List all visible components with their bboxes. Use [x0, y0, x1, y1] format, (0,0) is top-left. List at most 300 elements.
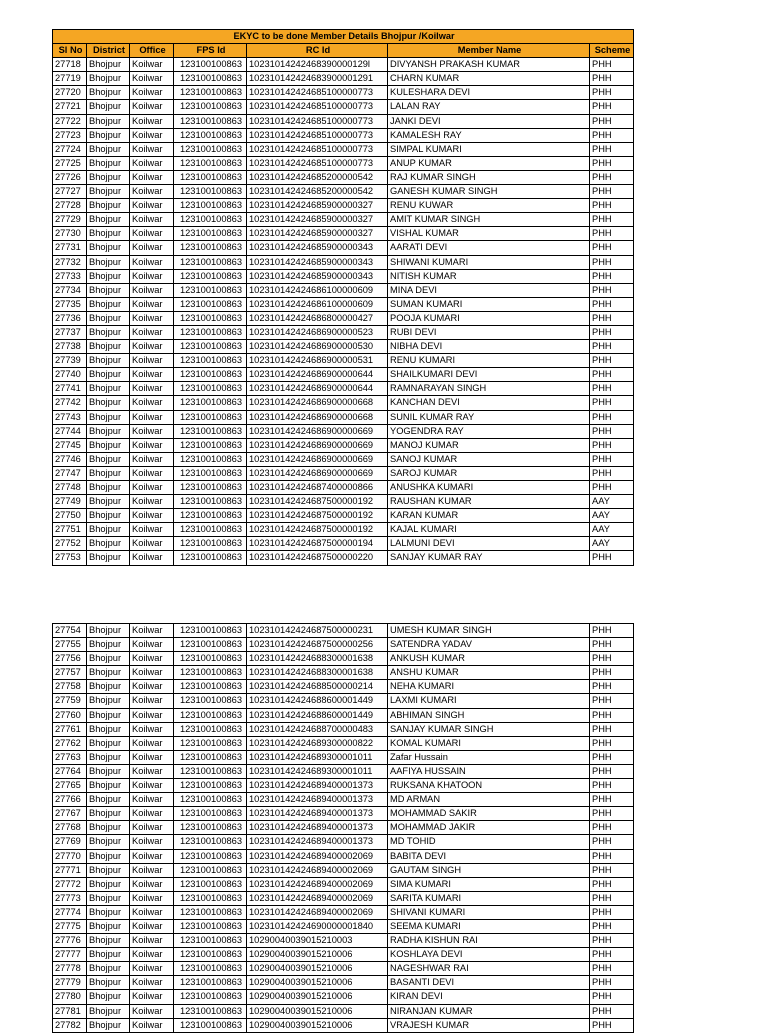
- cell-member-name: POOJA KUMARI: [388, 311, 590, 325]
- cell-scheme: PHH: [590, 241, 634, 255]
- cell-scheme: PHH: [590, 424, 634, 438]
- cell-district: Bhojpur: [87, 481, 130, 495]
- cell-scheme: PHH: [590, 934, 634, 948]
- cell-district: Bhojpur: [87, 452, 130, 466]
- cell-office: Koilwar: [130, 764, 174, 778]
- table-title-row: [53, 30, 634, 44]
- cell-sl-no: 27748: [53, 481, 87, 495]
- cell-member-name: ANKUSH KUMAR: [388, 652, 590, 666]
- table-row: [53, 948, 634, 962]
- table-row: [53, 452, 634, 466]
- cell-office: Koilwar: [130, 537, 174, 551]
- cell-member-name: NEHA KUMARI: [388, 680, 590, 694]
- table-row: [53, 934, 634, 948]
- table-row: [53, 509, 634, 523]
- cell-scheme: PHH: [590, 438, 634, 452]
- header-office: Office: [130, 44, 174, 58]
- cell-rc-id: 102310142424685100000773: [247, 100, 388, 114]
- cell-district: Bhojpur: [87, 382, 130, 396]
- cell-sl-no: 27737: [53, 325, 87, 339]
- table-row: [53, 58, 634, 72]
- header-fps-id: FPS Id: [174, 44, 247, 58]
- cell-scheme: PHH: [590, 255, 634, 269]
- cell-sl-no: 27750: [53, 509, 87, 523]
- cell-office: Koilwar: [130, 722, 174, 736]
- cell-district: Bhojpur: [87, 624, 130, 638]
- cell-member-name: SHAILKUMARI DEVI: [388, 368, 590, 382]
- cell-rc-id: 102310142424686900000669: [247, 466, 388, 480]
- cell-member-name: MANOJ KUMAR: [388, 438, 590, 452]
- table-row: [53, 410, 634, 424]
- cell-rc-id: 102310142424689400002069: [247, 891, 388, 905]
- cell-rc-id: 102310142424686100000609: [247, 297, 388, 311]
- cell-office: Koilwar: [130, 736, 174, 750]
- ekyc-table-part-2: [52, 623, 634, 1033]
- cell-fps-id: 123100100863: [174, 1018, 247, 1032]
- cell-office: Koilwar: [130, 255, 174, 269]
- cell-rc-id: 102310142424686900000531: [247, 354, 388, 368]
- cell-office: Koilwar: [130, 919, 174, 933]
- table-row: [53, 255, 634, 269]
- cell-office: Koilwar: [130, 523, 174, 537]
- cell-rc-id: 102310142424687500000194: [247, 537, 388, 551]
- cell-sl-no: 27752: [53, 537, 87, 551]
- cell-rc-id: 10231014242468390000129l: [247, 58, 388, 72]
- cell-sl-no: 27761: [53, 722, 87, 736]
- cell-member-name: MD TOHID: [388, 835, 590, 849]
- cell-member-name: MINA DEVI: [388, 283, 590, 297]
- cell-rc-id: 102310142424685900000343: [247, 269, 388, 283]
- cell-sl-no: 27743: [53, 410, 87, 424]
- cell-member-name: KULESHARA DEVI: [388, 86, 590, 100]
- cell-fps-id: 123100100863: [174, 396, 247, 410]
- table-row: [53, 919, 634, 933]
- cell-sl-no: 27766: [53, 793, 87, 807]
- cell-office: Koilwar: [130, 227, 174, 241]
- cell-sl-no: 27727: [53, 185, 87, 199]
- cell-district: Bhojpur: [87, 58, 130, 72]
- cell-scheme: PHH: [590, 962, 634, 976]
- table-row: [53, 666, 634, 680]
- cell-fps-id: 123100100863: [174, 722, 247, 736]
- cell-scheme: PHH: [590, 170, 634, 184]
- table-row: [53, 891, 634, 905]
- cell-district: Bhojpur: [87, 708, 130, 722]
- cell-fps-id: 123100100863: [174, 976, 247, 990]
- cell-rc-id: 102310142424686900000644: [247, 382, 388, 396]
- table-row: [53, 424, 634, 438]
- cell-district: Bhojpur: [87, 835, 130, 849]
- cell-rc-id: 102310142424687500000231: [247, 624, 388, 638]
- cell-office: Koilwar: [130, 793, 174, 807]
- cell-district: Bhojpur: [87, 680, 130, 694]
- cell-rc-id: 102310142424689400002069: [247, 905, 388, 919]
- cell-sl-no: 27732: [53, 255, 87, 269]
- table-row: [53, 624, 634, 638]
- cell-scheme: PHH: [590, 382, 634, 396]
- cell-scheme: PHH: [590, 877, 634, 891]
- cell-member-name: NIBHA DEVI: [388, 340, 590, 354]
- cell-member-name: SATENDRA YADAV: [388, 638, 590, 652]
- cell-sl-no: 27771: [53, 863, 87, 877]
- cell-sl-no: 27747: [53, 466, 87, 480]
- cell-sl-no: 27742: [53, 396, 87, 410]
- cell-fps-id: 123100100863: [174, 849, 247, 863]
- table-row: [53, 523, 634, 537]
- cell-member-name: RAJ KUMAR SINGH: [388, 170, 590, 184]
- cell-scheme: PHH: [590, 736, 634, 750]
- cell-fps-id: 123100100863: [174, 241, 247, 255]
- cell-office: Koilwar: [130, 142, 174, 156]
- cell-rc-id: 102310142424685900000327: [247, 213, 388, 227]
- cell-fps-id: 123100100863: [174, 368, 247, 382]
- cell-member-name: AMIT KUMAR SINGH: [388, 213, 590, 227]
- cell-sl-no: 27767: [53, 807, 87, 821]
- cell-member-name: RENU KUWAR: [388, 199, 590, 213]
- cell-fps-id: 123100100863: [174, 934, 247, 948]
- cell-scheme: PHH: [590, 638, 634, 652]
- table-row: [53, 72, 634, 86]
- cell-office: Koilwar: [130, 354, 174, 368]
- cell-scheme: PHH: [590, 835, 634, 849]
- cell-member-name: SHIVANI KUMARI: [388, 905, 590, 919]
- table-row: [53, 1004, 634, 1018]
- cell-district: Bhojpur: [87, 877, 130, 891]
- cell-rc-id: 102310142424689400002069: [247, 877, 388, 891]
- cell-fps-id: 123100100863: [174, 170, 247, 184]
- cell-scheme: PHH: [590, 156, 634, 170]
- cell-fps-id: 123100100863: [174, 255, 247, 269]
- cell-rc-id: 102310142424688600001449: [247, 694, 388, 708]
- cell-fps-id: 123100100863: [174, 297, 247, 311]
- cell-sl-no: 27769: [53, 835, 87, 849]
- cell-office: Koilwar: [130, 666, 174, 680]
- cell-rc-id: 102310142424689400001373: [247, 835, 388, 849]
- cell-district: Bhojpur: [87, 438, 130, 452]
- cell-sl-no: 27729: [53, 213, 87, 227]
- cell-sl-no: 27753: [53, 551, 87, 565]
- cell-fps-id: 123100100863: [174, 340, 247, 354]
- cell-district: Bhojpur: [87, 466, 130, 480]
- cell-fps-id: 123100100863: [174, 523, 247, 537]
- cell-scheme: PHH: [590, 807, 634, 821]
- cell-office: Koilwar: [130, 438, 174, 452]
- cell-scheme: PHH: [590, 948, 634, 962]
- cell-scheme: PHH: [590, 694, 634, 708]
- cell-district: Bhojpur: [87, 891, 130, 905]
- table-row: [53, 269, 634, 283]
- cell-scheme: PHH: [590, 142, 634, 156]
- table-row: [53, 962, 634, 976]
- cell-rc-id: 102310142424689300001011: [247, 764, 388, 778]
- cell-district: Bhojpur: [87, 100, 130, 114]
- cell-member-name: NAGESHWAR RAI: [388, 962, 590, 976]
- cell-district: Bhojpur: [87, 1018, 130, 1032]
- cell-fps-id: 123100100863: [174, 325, 247, 339]
- cell-office: Koilwar: [130, 807, 174, 821]
- cell-rc-id: 102310142424686900000669: [247, 452, 388, 466]
- cell-office: Koilwar: [130, 495, 174, 509]
- cell-office: Koilwar: [130, 821, 174, 835]
- cell-rc-id: 102310142424687500000256: [247, 638, 388, 652]
- cell-fps-id: 123100100863: [174, 750, 247, 764]
- cell-fps-id: 123100100863: [174, 764, 247, 778]
- cell-rc-id: 102310142424686800000427: [247, 311, 388, 325]
- cell-sl-no: 27762: [53, 736, 87, 750]
- cell-sl-no: 27724: [53, 142, 87, 156]
- cell-office: Koilwar: [130, 340, 174, 354]
- cell-office: Koilwar: [130, 241, 174, 255]
- cell-district: Bhojpur: [87, 495, 130, 509]
- cell-scheme: PHH: [590, 919, 634, 933]
- cell-sl-no: 27755: [53, 638, 87, 652]
- cell-scheme: PHH: [590, 269, 634, 283]
- cell-rc-id: 102310142424688500000214: [247, 680, 388, 694]
- cell-district: Bhojpur: [87, 311, 130, 325]
- table-row: [53, 551, 634, 565]
- cell-fps-id: 123100100863: [174, 551, 247, 565]
- table-row: [53, 466, 634, 480]
- cell-fps-id: 123100100863: [174, 481, 247, 495]
- cell-office: Koilwar: [130, 624, 174, 638]
- cell-fps-id: 123100100863: [174, 877, 247, 891]
- cell-fps-id: 123100100863: [174, 835, 247, 849]
- cell-sl-no: 27776: [53, 934, 87, 948]
- table-row: [53, 241, 634, 255]
- cell-rc-id: 102310142424688300001638: [247, 652, 388, 666]
- cell-sl-no: 27733: [53, 269, 87, 283]
- cell-member-name: ANSHU KUMAR: [388, 666, 590, 680]
- cell-rc-id: 10290040039015210006: [247, 1004, 388, 1018]
- cell-rc-id: 102310142424686900000669: [247, 424, 388, 438]
- table-row: [53, 185, 634, 199]
- cell-member-name: NITISH KUMAR: [388, 269, 590, 283]
- cell-sl-no: 27720: [53, 86, 87, 100]
- table-row: [53, 199, 634, 213]
- cell-district: Bhojpur: [87, 736, 130, 750]
- cell-district: Bhojpur: [87, 652, 130, 666]
- header-sl-no: Sl No: [53, 44, 87, 58]
- table-row: [53, 297, 634, 311]
- table-row: [53, 863, 634, 877]
- cell-office: Koilwar: [130, 962, 174, 976]
- cell-scheme: PHH: [590, 452, 634, 466]
- table-row: [53, 86, 634, 100]
- cell-scheme: PHH: [590, 368, 634, 382]
- cell-district: Bhojpur: [87, 128, 130, 142]
- cell-district: Bhojpur: [87, 537, 130, 551]
- cell-member-name: KAJAL KUMARI: [388, 523, 590, 537]
- cell-scheme: PHH: [590, 100, 634, 114]
- cell-sl-no: 27775: [53, 919, 87, 933]
- cell-rc-id: 102310142424689400001373: [247, 779, 388, 793]
- cell-scheme: PHH: [590, 666, 634, 680]
- cell-district: Bhojpur: [87, 255, 130, 269]
- table-row: [53, 764, 634, 778]
- cell-office: Koilwar: [130, 156, 174, 170]
- table-row: [53, 227, 634, 241]
- cell-scheme: PHH: [590, 764, 634, 778]
- cell-member-name: KIRAN DEVI: [388, 990, 590, 1004]
- cell-fps-id: 123100100863: [174, 227, 247, 241]
- cell-sl-no: 27741: [53, 382, 87, 396]
- cell-rc-id: 102310142424685100000773: [247, 142, 388, 156]
- cell-member-name: RUKSANA KHATOON: [388, 779, 590, 793]
- cell-office: Koilwar: [130, 905, 174, 919]
- table-row: [53, 680, 634, 694]
- cell-scheme: PHH: [590, 466, 634, 480]
- cell-sl-no: 27736: [53, 311, 87, 325]
- cell-sl-no: 27763: [53, 750, 87, 764]
- cell-sl-no: 27744: [53, 424, 87, 438]
- cell-rc-id: 102310142424685900000327: [247, 199, 388, 213]
- cell-fps-id: 123100100863: [174, 779, 247, 793]
- cell-fps-id: 123100100863: [174, 793, 247, 807]
- cell-member-name: KANCHAN DEVI: [388, 396, 590, 410]
- cell-fps-id: 123100100863: [174, 708, 247, 722]
- cell-office: Koilwar: [130, 100, 174, 114]
- cell-fps-id: 123100100863: [174, 680, 247, 694]
- cell-sl-no: 27780: [53, 990, 87, 1004]
- cell-office: Koilwar: [130, 213, 174, 227]
- cell-sl-no: 27722: [53, 114, 87, 128]
- cell-district: Bhojpur: [87, 142, 130, 156]
- cell-sl-no: 27721: [53, 100, 87, 114]
- cell-member-name: SANJAY KUMAR SINGH: [388, 722, 590, 736]
- cell-scheme: PHH: [590, 1018, 634, 1032]
- cell-office: Koilwar: [130, 638, 174, 652]
- cell-sl-no: 27731: [53, 241, 87, 255]
- cell-sl-no: 27719: [53, 72, 87, 86]
- cell-fps-id: 123100100863: [174, 438, 247, 452]
- cell-fps-id: 123100100863: [174, 863, 247, 877]
- cell-member-name: VRAJESH KUMAR: [388, 1018, 590, 1032]
- cell-member-name: MD ARMAN: [388, 793, 590, 807]
- cell-fps-id: 123100100863: [174, 495, 247, 509]
- cell-sl-no: 27765: [53, 779, 87, 793]
- cell-rc-id: 102310142424685200000542: [247, 185, 388, 199]
- cell-office: Koilwar: [130, 382, 174, 396]
- cell-district: Bhojpur: [87, 551, 130, 565]
- table-row: [53, 736, 634, 750]
- cell-office: Koilwar: [130, 835, 174, 849]
- cell-district: Bhojpur: [87, 213, 130, 227]
- cell-rc-id: 102310142424688300001638: [247, 666, 388, 680]
- cell-office: Koilwar: [130, 185, 174, 199]
- table-row: [53, 311, 634, 325]
- cell-fps-id: 123100100863: [174, 86, 247, 100]
- cell-district: Bhojpur: [87, 962, 130, 976]
- cell-sl-no: 27757: [53, 666, 87, 680]
- cell-member-name: SUMAN KUMARI: [388, 297, 590, 311]
- cell-scheme: AAY: [590, 509, 634, 523]
- cell-sl-no: 27723: [53, 128, 87, 142]
- cell-office: Koilwar: [130, 708, 174, 722]
- cell-member-name: ANUSHKA KUMARI: [388, 481, 590, 495]
- cell-sl-no: 27718: [53, 58, 87, 72]
- cell-rc-id: 102310142424689400002069: [247, 863, 388, 877]
- cell-office: Koilwar: [130, 652, 174, 666]
- cell-office: Koilwar: [130, 509, 174, 523]
- cell-district: Bhojpur: [87, 283, 130, 297]
- header-scheme: Scheme: [590, 44, 634, 58]
- cell-fps-id: 123100100863: [174, 269, 247, 283]
- table-row: [53, 694, 634, 708]
- cell-office: Koilwar: [130, 551, 174, 565]
- cell-district: Bhojpur: [87, 354, 130, 368]
- cell-office: Koilwar: [130, 311, 174, 325]
- cell-member-name: SUNIL KUMAR RAY: [388, 410, 590, 424]
- cell-sl-no: 27770: [53, 849, 87, 863]
- cell-office: Koilwar: [130, 1018, 174, 1032]
- cell-district: Bhojpur: [87, 410, 130, 424]
- cell-sl-no: 27728: [53, 199, 87, 213]
- cell-member-name: CHARN KUMAR: [388, 72, 590, 86]
- cell-district: Bhojpur: [87, 156, 130, 170]
- cell-district: Bhojpur: [87, 919, 130, 933]
- cell-sl-no: 27758: [53, 680, 87, 694]
- cell-scheme: PHH: [590, 1004, 634, 1018]
- cell-district: Bhojpur: [87, 269, 130, 283]
- cell-fps-id: 123100100863: [174, 638, 247, 652]
- cell-member-name: BASANTI DEVI: [388, 976, 590, 990]
- cell-office: Koilwar: [130, 58, 174, 72]
- cell-member-name: SANOJ KUMAR: [388, 452, 590, 466]
- cell-rc-id: 102310142424687500000192: [247, 523, 388, 537]
- cell-scheme: PHH: [590, 722, 634, 736]
- cell-scheme: PHH: [590, 185, 634, 199]
- cell-rc-id: 102310142424689300000822: [247, 736, 388, 750]
- header-rc-id: RC Id: [247, 44, 388, 58]
- cell-office: Koilwar: [130, 297, 174, 311]
- cell-fps-id: 123100100863: [174, 100, 247, 114]
- table-row: [53, 382, 634, 396]
- table-row: [53, 156, 634, 170]
- cell-member-name: NIRANJAN KUMAR: [388, 1004, 590, 1018]
- cell-member-name: RAUSHAN KUMAR: [388, 495, 590, 509]
- cell-sl-no: 27734: [53, 283, 87, 297]
- cell-scheme: PHH: [590, 821, 634, 835]
- cell-fps-id: 123100100863: [174, 891, 247, 905]
- cell-rc-id: 102310142424683900001291: [247, 72, 388, 86]
- table-row: [53, 976, 634, 990]
- table-row: [53, 807, 634, 821]
- cell-district: Bhojpur: [87, 1004, 130, 1018]
- cell-district: Bhojpur: [87, 948, 130, 962]
- table-row: [53, 835, 634, 849]
- table-row: [53, 213, 634, 227]
- cell-fps-id: 123100100863: [174, 624, 247, 638]
- cell-scheme: PHH: [590, 340, 634, 354]
- cell-district: Bhojpur: [87, 509, 130, 523]
- cell-scheme: PHH: [590, 976, 634, 990]
- cell-district: Bhojpur: [87, 722, 130, 736]
- cell-district: Bhojpur: [87, 666, 130, 680]
- cell-scheme: PHH: [590, 680, 634, 694]
- cell-scheme: PHH: [590, 624, 634, 638]
- cell-district: Bhojpur: [87, 241, 130, 255]
- cell-scheme: PHH: [590, 58, 634, 72]
- cell-office: Koilwar: [130, 877, 174, 891]
- cell-sl-no: 27779: [53, 976, 87, 990]
- cell-member-name: RENU KUMARI: [388, 354, 590, 368]
- cell-district: Bhojpur: [87, 821, 130, 835]
- table-row: [53, 100, 634, 114]
- cell-rc-id: 10290040039015210006: [247, 1018, 388, 1032]
- cell-scheme: PHH: [590, 793, 634, 807]
- cell-scheme: PHH: [590, 114, 634, 128]
- cell-sl-no: 27782: [53, 1018, 87, 1032]
